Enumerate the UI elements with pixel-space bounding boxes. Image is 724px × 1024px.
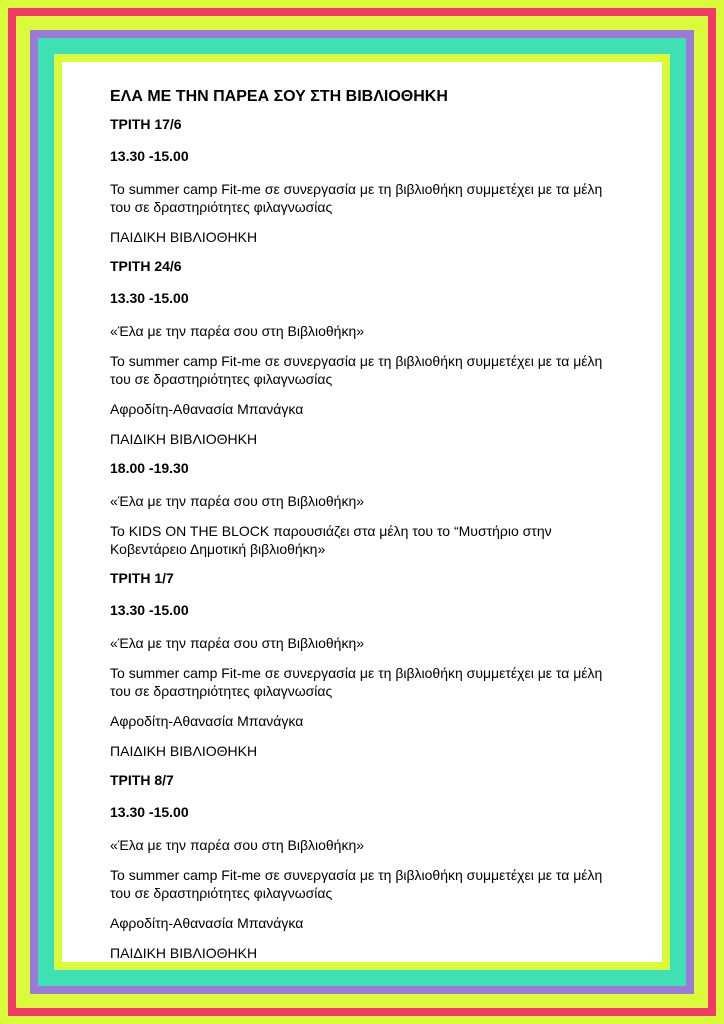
schedule-text: Το summer camp Fit-me σε συνεργασία με τη βιβλιοθήκη συμμετέχει με τα μέλη του σε δραστηριότητες φιλαγνωσίας [110, 665, 603, 699]
schedule-text: «Έλα με την παρέα σου στη Βιβλιοθήκη» [110, 493, 365, 509]
schedule-heading: 13.30 -15.00 [110, 804, 189, 820]
schedule-text: Το summer camp Fit-me σε συνεργασία με τη βιβλιοθήκη συμμετέχει με τα μέλη του σε δραστηριότητες φιλαγνωσίας [110, 353, 603, 387]
schedule-heading: ΤΡΙΤΗ 1/7 [110, 570, 174, 586]
schedule-text: ΠΑΙΔΙΚΗ ΒΙΒΛΙΟΘΗΚΗ [110, 229, 258, 245]
schedule-text: Το summer camp Fit-me σε συνεργασία με τη βιβλιοθήκη συμμετέχει με τα μέλη του σε δραστηριότητες φιλαγνωσίας [110, 867, 603, 901]
schedule-heading: ΤΡΙΤΗ 24/6 [110, 258, 182, 274]
schedule-heading: 18.00 -19.30 [110, 460, 189, 476]
schedule-heading: 13.30 -15.00 [110, 290, 189, 306]
schedule-text: «Έλα με την παρέα σου στη Βιβλιοθήκη» [110, 323, 365, 339]
schedule-text: Το summer camp Fit-me σε συνεργασία με τη βιβλιοθήκη συμμετέχει με τα μέλη του σε δραστηριότητες φιλαγνωσίας [110, 181, 603, 215]
schedule-heading: 13.30 -15.00 [110, 148, 189, 164]
schedule-text: Αφροδίτη-Αθανασία Μπανάγκα [110, 401, 304, 417]
schedule-text: Αφροδίτη-Αθανασία Μπανάγκα [110, 915, 304, 931]
schedule-heading: ΤΡΙΤΗ 8/7 [110, 772, 174, 788]
document-title: ΕΛΑ ΜΕ ΤΗΝ ΠΑΡΕΑ ΣΟΥ ΣΤΗ ΒΙΒΛΙΟΘΗΚΗ [110, 88, 448, 105]
document-page [62, 62, 662, 962]
schedule-text: «Έλα με την παρέα σου στη Βιβλιοθήκη» [110, 837, 365, 853]
schedule-text: ΠΑΙΔΙΚΗ ΒΙΒΛΙΟΘΗΚΗ [110, 743, 258, 759]
schedule-text: ΠΑΙΔΙΚΗ ΒΙΒΛΙΟΘΗΚΗ [110, 431, 258, 447]
schedule-content [110, 116, 622, 962]
schedule-text: Αφροδίτη-Αθανασία Μπανάγκα [110, 713, 304, 729]
schedule-text: «Έλα με την παρέα σου στη Βιβλιοθήκη» [110, 635, 365, 651]
schedule-heading: 13.30 -15.00 [110, 602, 189, 618]
schedule-text: Το KIDS ON THE BLOCK παρουσιάζει στα μέλη του το “Μυστήριο στην Κοβεντάρειο Δημοτική βιβλιοθήκη» [110, 523, 552, 557]
schedule-heading: ΤΡΙΤΗ 17/6 [110, 116, 182, 132]
schedule-text: ΠΑΙΔΙΚΗ ΒΙΒΛΙΟΘΗΚΗ [110, 945, 258, 961]
